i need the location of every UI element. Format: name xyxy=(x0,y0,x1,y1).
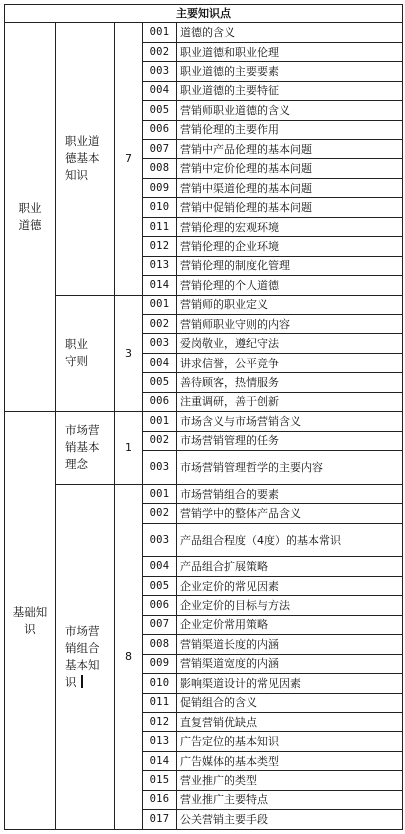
item-text-cell: 注重调研，善于创新 xyxy=(177,392,403,411)
item-code-cell: 001 xyxy=(143,23,177,42)
item-code-cell: 003 xyxy=(143,451,177,485)
item-code-cell: 001 xyxy=(143,484,177,503)
item-code-cell: 015 xyxy=(143,771,177,790)
group-count-cell: 3 xyxy=(115,295,143,412)
item-code-cell: 002 xyxy=(143,504,177,523)
item-code-cell: 004 xyxy=(143,353,177,372)
item-text-cell: 营销渠道长度的内涵 xyxy=(177,635,403,654)
item-code-cell: 011 xyxy=(143,693,177,712)
item-code-cell: 007 xyxy=(143,140,177,159)
item-code-cell: 006 xyxy=(143,392,177,411)
item-text-cell: 直复营销优缺点 xyxy=(177,712,403,731)
item-text-cell: 爱岗敬业，遵纪守法 xyxy=(177,334,403,353)
item-text-cell: 营销中渠道伦理的基本问题 xyxy=(177,178,403,197)
item-text-cell: 公关营销主要手段 xyxy=(177,810,403,830)
item-text-cell: 营销中促销伦理的基本问题 xyxy=(177,198,403,217)
item-text-cell: 营销伦理的个人道德 xyxy=(177,276,403,295)
table-header-row xyxy=(5,5,403,23)
item-code-cell: 014 xyxy=(143,751,177,770)
knowledge-points-document xyxy=(4,4,402,830)
table-row xyxy=(5,412,403,431)
item-code-cell: 012 xyxy=(143,712,177,731)
item-code-cell: 009 xyxy=(143,178,177,197)
item-text-cell: 企业定价的目标与方法 xyxy=(177,596,403,615)
item-code-cell: 005 xyxy=(143,101,177,120)
item-code-cell: 005 xyxy=(143,576,177,595)
table-row xyxy=(5,484,403,503)
group-name-text: 市场营 销基本 理念 xyxy=(65,423,100,472)
item-text-cell: 营销师职业道德的含义 xyxy=(177,101,403,120)
item-text-cell: 营业推广的类型 xyxy=(177,771,403,790)
item-text-cell: 营销中产品伦理的基本问题 xyxy=(177,140,403,159)
group-name-cell xyxy=(56,295,115,412)
item-code-cell: 007 xyxy=(143,615,177,634)
item-text-cell: 营销学中的整体产品含义 xyxy=(177,504,403,523)
item-code-cell: 008 xyxy=(143,159,177,178)
item-code-cell: 008 xyxy=(143,635,177,654)
group-count-cell: 8 xyxy=(115,484,143,829)
item-code-cell: 004 xyxy=(143,557,177,576)
table-row xyxy=(5,295,403,314)
item-code-cell: 001 xyxy=(143,412,177,431)
item-text-cell: 善待顾客，热情服务 xyxy=(177,373,403,392)
item-code-cell: 003 xyxy=(143,62,177,81)
item-text-cell: 企业定价的常见因素 xyxy=(177,576,403,595)
knowledge-points-table xyxy=(4,4,403,830)
group-count-cell: 1 xyxy=(115,412,143,485)
item-text-cell: 广告定位的基本知识 xyxy=(177,732,403,751)
item-text-cell: 营销伦理的企业环境 xyxy=(177,237,403,256)
item-text-cell: 市场营销管理哲学的主要内容 xyxy=(177,451,403,485)
item-text-cell: 营销伦理的主要作用 xyxy=(177,120,403,139)
item-text-cell: 道德的含义 xyxy=(177,23,403,42)
group-name-text: 市场营 销组合 基本知 识 xyxy=(65,623,100,689)
group-name-cell xyxy=(56,412,115,485)
category-cell: 职业 道德 xyxy=(5,23,56,412)
table-row xyxy=(5,23,403,42)
text-cursor-icon xyxy=(81,675,83,688)
item-text-cell: 营业推广主要特点 xyxy=(177,790,403,809)
item-code-cell: 006 xyxy=(143,596,177,615)
group-name-text: 职业道 德基本 知识 xyxy=(65,134,100,183)
item-text-cell: 讲求信誉，公平竞争 xyxy=(177,353,403,372)
item-text-cell: 促销组合的含义 xyxy=(177,693,403,712)
item-text-cell: 职业道德的主要要素 xyxy=(177,62,403,81)
item-text-cell: 营销师的职业定义 xyxy=(177,295,403,314)
item-code-cell: 013 xyxy=(143,256,177,275)
item-text-cell: 市场含义与市场营销含义 xyxy=(177,412,403,431)
item-code-cell: 002 xyxy=(143,431,177,450)
item-text-cell: 营销渠道宽度的内涵 xyxy=(177,654,403,673)
item-text-cell: 职业道德的主要特征 xyxy=(177,81,403,100)
item-text-cell: 营销伦理的宏观环境 xyxy=(177,217,403,236)
item-text-cell: 广告媒体的基本类型 xyxy=(177,751,403,770)
item-text-cell: 营销师职业守则的内容 xyxy=(177,314,403,333)
item-code-cell: 003 xyxy=(143,523,177,557)
item-text-cell: 产品组合扩展策略 xyxy=(177,557,403,576)
item-code-cell: 002 xyxy=(143,42,177,61)
item-text-cell: 营销伦理的制度化管理 xyxy=(177,256,403,275)
table-title: 主要知识点 xyxy=(5,5,403,23)
item-text-cell: 市场营销管理的任务 xyxy=(177,431,403,450)
item-text-cell: 市场营销组合的要素 xyxy=(177,484,403,503)
item-code-cell: 009 xyxy=(143,654,177,673)
item-code-cell: 006 xyxy=(143,120,177,139)
item-text-cell: 影响渠道设计的常见因素 xyxy=(177,674,403,693)
item-text-cell: 职业道德和职业伦理 xyxy=(177,42,403,61)
group-name-text: 职业 守则 xyxy=(65,337,88,369)
group-name-cell xyxy=(56,23,115,295)
item-code-cell: 014 xyxy=(143,276,177,295)
item-text-cell: 企业定价常用策略 xyxy=(177,615,403,634)
item-code-cell: 012 xyxy=(143,237,177,256)
item-code-cell: 010 xyxy=(143,674,177,693)
item-code-cell: 001 xyxy=(143,295,177,314)
item-code-cell: 010 xyxy=(143,198,177,217)
item-text-cell: 营销中定价伦理的基本问题 xyxy=(177,159,403,178)
item-code-cell: 005 xyxy=(143,373,177,392)
group-count-cell: 7 xyxy=(115,23,143,295)
group-name-cell xyxy=(56,484,115,829)
item-code-cell: 011 xyxy=(143,217,177,236)
item-code-cell: 013 xyxy=(143,732,177,751)
item-code-cell: 002 xyxy=(143,314,177,333)
item-code-cell: 016 xyxy=(143,790,177,809)
item-text-cell: 产品组合程度（4度）的基本常识 xyxy=(177,523,403,557)
category-cell: 基础知 识 xyxy=(5,412,56,830)
item-code-cell: 003 xyxy=(143,334,177,353)
item-code-cell: 017 xyxy=(143,810,177,830)
item-code-cell: 004 xyxy=(143,81,177,100)
